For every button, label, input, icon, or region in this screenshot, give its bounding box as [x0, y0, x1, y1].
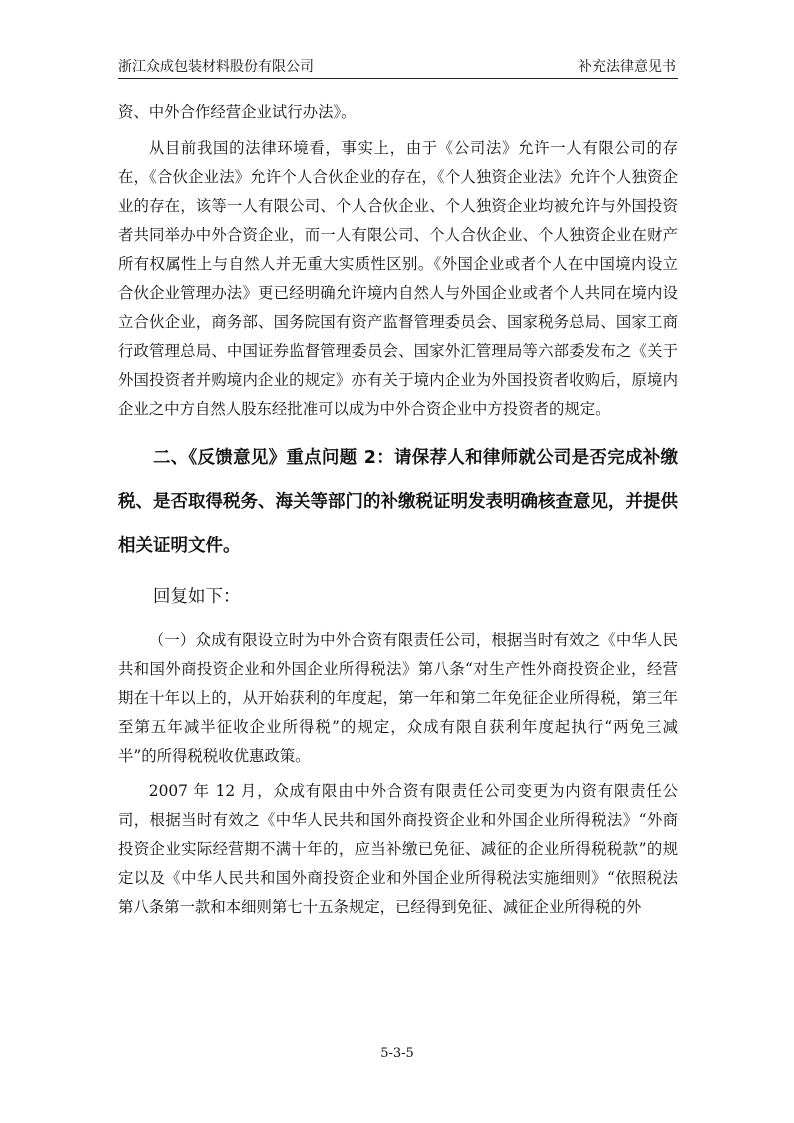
- document-body: [118, 98, 678, 922]
- header-document-title: 补充法律意见书: [578, 59, 676, 75]
- header-company-name: 浙江众成包装材料股份有限公司: [118, 59, 314, 75]
- section-heading-question-2: 二、《反馈意见》重点问题 2：请保荐人和律师就公司是否完成补缴税、是否取得税务、海关等部门的补缴税证明发表明确核查意见，并提供相关证明文件。: [118, 448, 678, 556]
- paragraph-reply-2007: 2007 年 12 月，众成有限由中外合资有限责任公司变更为内资有限责任公司，根据当时有效之《中华人民共和国外商投资企业和外国企业所得税法》“外商投资企业实际经营期不满十年的，应当补缴已免征、减征的企业所得税税款”的规定以及《中华人民共和国外商投资企业和外国企业所得税法实施细则》“依照税法第八条第一款和本细则第七十五条规定，已经得到免征、减征企业所得税的外: [118, 782, 678, 916]
- reply-label: 回复如下：: [153, 587, 241, 607]
- page-number: 5-3-5: [380, 1046, 414, 1061]
- paragraph-reply-item-1: （一）众成有限设立时为中外合资有限责任公司，根据当时有效之《中华人民共和国外商投资企业和外国企业所得税法》第八条“对生产性外商投资企业，经营期在十年以上的，从开始获利的年度起，第一年和第二年免征企业所得税，第三年至第五年减半征收企业所得税”的规定，众成有限自获利年度起执行“两免三减半”的所得税税收优惠政策。: [118, 631, 678, 765]
- paragraph-continuation: 资、中外合作经营企业试行办法》。: [118, 103, 357, 121]
- page-header: [118, 56, 678, 79]
- paragraph-legal-environment: 从目前我国的法律环境看，事实上，由于《公司法》允许一人有限公司的存在，《合伙企业法》允许个人合伙企业的存在，《个人独资企业法》允许个人独资企业的存在，该等一人有限公司、个人合伙企业、个人独资企业均被允许与外国投资者共同举办中外合资企业，而一人有限公司、个人合伙企业、个人独资企业在财产所有权属性上与自然人并无重大实质性区别。《外国企业或者个人在中国境内设立合伙企业管理办法》更已经明确允许境内自然人与外国企业或者个人共同在境内设立合伙企业，商务部、国务院国有资产监督管理委员会、国家税务总局、国家工商行政管理总局、中国证券监督管理委员会、国家外汇管理局等六部委发布之《关于外国投资者并购境内企业的规定》亦有关于境内企业为外国投资者收购后，原境内企业之中方自然人股东经批准可以成为中外合资企业中方投资者的规定。: [118, 139, 678, 418]
